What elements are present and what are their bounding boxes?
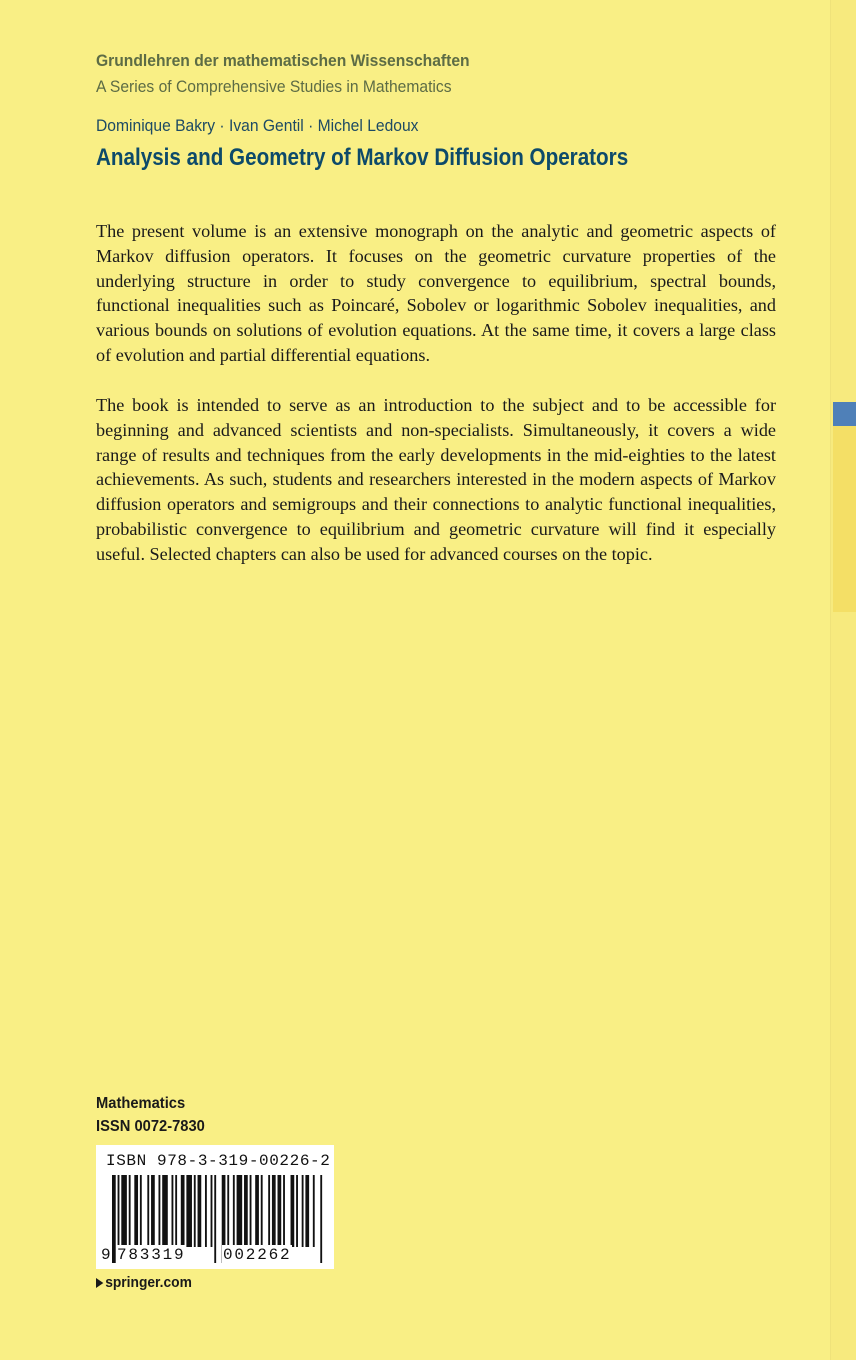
barcode-digits: [96, 1245, 334, 1265]
isbn-barcode: [96, 1145, 334, 1269]
barcode-bar: [158, 1175, 160, 1247]
isbn-label: ISBN 978-3-319-00226-2: [106, 1152, 331, 1170]
barcode-bar: [268, 1175, 270, 1247]
barcode-bar: [147, 1175, 149, 1247]
publisher-link[interactable]: [96, 1272, 192, 1294]
arrow-right-icon: [96, 1278, 103, 1288]
barcode-bar: [162, 1175, 168, 1247]
barcode-bar: [134, 1175, 138, 1247]
barcode-bar: [172, 1175, 174, 1247]
barcode-bar: [237, 1175, 243, 1247]
barcode-bar: [198, 1175, 202, 1247]
barcode-bar: [255, 1175, 259, 1247]
book-title: Analysis and Geometry of Markov Diffusion Operators: [96, 144, 629, 171]
barcode-bar: [302, 1175, 304, 1247]
barcode-bar: [291, 1175, 295, 1247]
series-block: [96, 48, 470, 100]
barcode-bar: [272, 1175, 276, 1247]
barcode-bar: [250, 1175, 252, 1247]
barcode-bar: [233, 1175, 235, 1247]
subject-label: Mathematics: [96, 1095, 186, 1112]
book-authors: Dominique Bakry · Ivan Gentil · Michel Ledoux: [96, 116, 419, 135]
barcode-bar: [305, 1175, 309, 1247]
barcode-digit-group-1: 783319: [117, 1246, 186, 1264]
barcode-bar: [181, 1175, 185, 1247]
spine-edge: [830, 0, 856, 1360]
barcode-bar: [313, 1175, 315, 1247]
series-title: Grundlehren der mathematischen Wissenschaften: [96, 51, 470, 70]
barcode-bar: [140, 1175, 142, 1247]
barcode-bar: [278, 1175, 282, 1247]
spine-color-band: [833, 426, 856, 612]
barcode-bar: [175, 1175, 177, 1247]
barcode-bar: [283, 1175, 285, 1247]
barcode-digit-group-2: 002262: [223, 1246, 292, 1264]
description-paragraph-1: The present volume is an extensive monograph on the analytic and geometric aspects of Markov diffusion operators. It focuses on the geometric curvature properties of the underlying structure in order to study convergence to equilibrium, spectral bounds, functional inequalities such as Poincaré, Sobolev or logarithmic Sobolev inequalities, and various bounds on solutions of evolution equations. At the same time, it covers a large class of evolution and partial differential equations.: [96, 221, 776, 365]
barcode-bar: [227, 1175, 229, 1247]
publisher-url: springer.com: [105, 1274, 192, 1291]
barcode-bar: [211, 1175, 213, 1247]
spine-blue-marker: [833, 402, 856, 426]
barcode-digit-first: 9: [101, 1246, 111, 1264]
description-paragraph-2: The book is intended to serve as an introduction to the subject and to be accessible for beginning and advanced scientists and non-specialists. Simultaneously, it covers a wide range of results and techniques from the early developments in the mid-eighties to the latest achievements. As such, students and researchers interested in the modern aspects of Markov diffusion operators and semigroups and their connections to analytic functional inequalities, probabilistic convergence to equilibrium and geometric curvature will find it especially useful. Selected chapters can also be used for advanced courses on the topic.: [96, 395, 776, 564]
barcode-bar: [186, 1175, 192, 1247]
barcode-bar: [205, 1175, 207, 1247]
barcode-bar: [244, 1175, 248, 1247]
issn-label: ISSN 0072-7830: [96, 1118, 205, 1135]
subject-block: [96, 1092, 205, 1138]
barcode-bar: [261, 1175, 263, 1247]
barcode-bar: [121, 1175, 127, 1247]
barcode-bar: [151, 1175, 155, 1247]
barcode-bar: [194, 1175, 196, 1247]
barcode-bar: [129, 1175, 131, 1247]
barcode-bar: [296, 1175, 298, 1247]
series-subtitle: A Series of Comprehensive Studies in Mathematics: [96, 77, 452, 96]
